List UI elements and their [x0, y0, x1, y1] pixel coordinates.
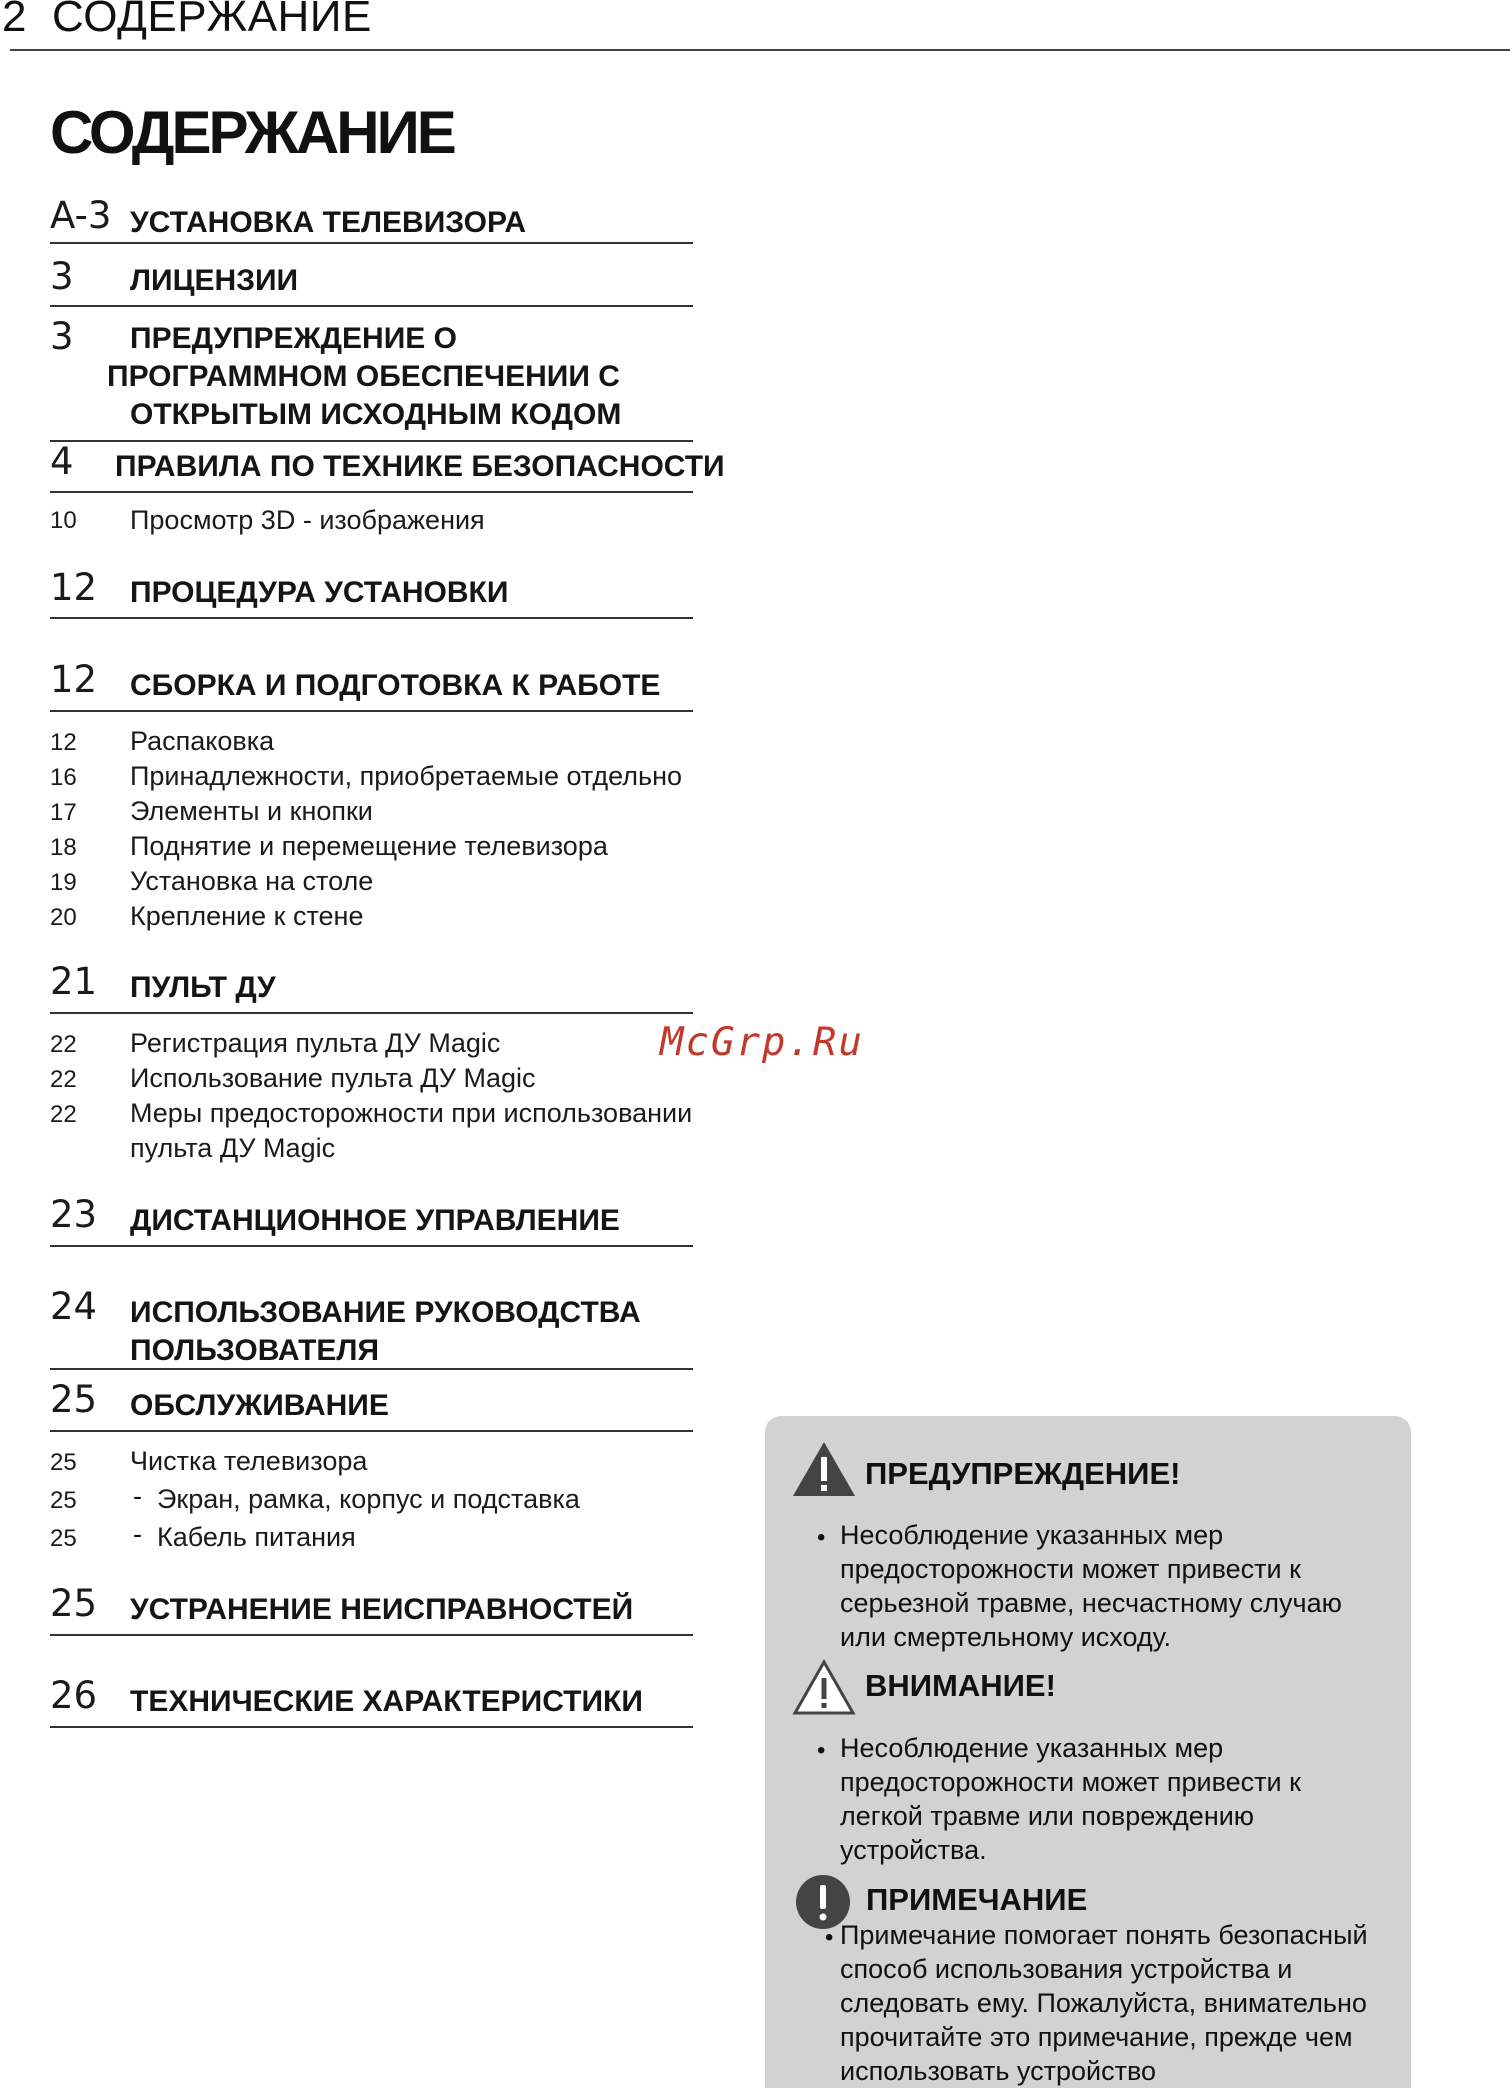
toc-heading[interactable]: ОБСЛУЖИВАНИЕ	[130, 1389, 389, 1422]
text-line: или смертельному исходу.	[840, 1622, 1171, 1652]
toc-divider	[50, 491, 693, 493]
toc-sub-dash: -	[133, 1481, 142, 1511]
toc-heading[interactable]: УСТРАНЕНИЕ НЕИСПРАВНОСТЕЙ	[130, 1593, 634, 1626]
toc-sub-page: 12	[50, 729, 77, 756]
toc-heading-line[interactable]: ПОЛЬЗОВАТЕЛЯ	[130, 1334, 380, 1367]
toc-sub-page: 22	[50, 1101, 77, 1128]
caution-icon	[791, 1658, 857, 1716]
text-line: способ использования устройства и	[840, 1954, 1293, 1984]
toc-sub-page: 25	[50, 1487, 77, 1514]
toc-sub-item[interactable]: Распаковка	[130, 726, 275, 756]
toc-divider	[50, 1726, 693, 1728]
toc-divider	[50, 1430, 693, 1432]
toc-sub-item-continuation[interactable]: пульта ДУ Magic	[130, 1133, 336, 1163]
toc-sub-page: 16	[50, 764, 77, 791]
toc-page-number: 24	[50, 1285, 98, 1328]
text-line: предосторожности может привести к	[840, 1767, 1301, 1797]
toc-sub-item[interactable]: Чистка телевизора	[130, 1446, 368, 1476]
page-title: СОДЕРЖАНИЕ	[50, 99, 454, 166]
toc-sub-page: 10	[50, 507, 77, 534]
toc-page-number: 4	[50, 440, 74, 483]
toc-page-number: A-3	[50, 194, 112, 237]
header-title: СОДЕРЖАНИЕ	[52, 0, 372, 41]
toc-heading-line[interactable]: ОТКРЫТЫМ ИСХОДНЫМ КОДОМ	[130, 398, 622, 431]
toc-heading[interactable]: ПУЛЬТ ДУ	[130, 971, 276, 1004]
toc-sub-item[interactable]: Кабель питания	[157, 1522, 356, 1552]
toc-page-number: 25	[50, 1582, 98, 1625]
bullet: •	[817, 1524, 826, 1551]
text-line: серьезной травме, несчастному случаю	[840, 1588, 1342, 1618]
toc-page-number: 26	[50, 1674, 98, 1717]
toc-page-number: 23	[50, 1193, 98, 1236]
header-divider	[10, 49, 1510, 51]
toc-sub-page: 19	[50, 869, 77, 896]
toc-sub-page: 22	[50, 1031, 77, 1058]
toc-sub-item[interactable]: Принадлежности, приобретаемые отдельно	[130, 761, 683, 791]
toc-sub-item[interactable]: Поднятие и перемещение телевизора	[130, 831, 608, 861]
text-line: легкой травме или повреждению	[840, 1801, 1255, 1831]
toc-sub-item[interactable]: Регистрация пульта ДУ Magic	[130, 1028, 501, 1058]
toc-sub-page: 22	[50, 1066, 77, 1093]
toc-sub-page: 17	[50, 799, 77, 826]
text-line: Несоблюдение указанных мер	[840, 1520, 1224, 1550]
toc-sub-item[interactable]: Установка на столе	[130, 866, 374, 896]
text-line: прочитайте это примечание, прежде чем	[840, 2022, 1353, 2052]
toc-divider	[50, 242, 693, 244]
toc-sub-item[interactable]: Меры предосторожности при использовании	[130, 1098, 693, 1128]
toc-sub-page: 20	[50, 904, 77, 931]
toc-heading[interactable]: УСТАНОВКА ТЕЛЕВИЗОРА	[130, 206, 527, 239]
toc-divider	[50, 1245, 693, 1247]
text-line: устройства.	[840, 1835, 987, 1865]
toc-page-number: 12	[50, 658, 98, 701]
warning-icon	[791, 1440, 857, 1498]
bullet: •	[825, 1924, 834, 1951]
warning-text	[840, 1518, 1420, 1654]
toc-divider	[50, 1368, 693, 1370]
watermark: McGrp.Ru	[660, 1020, 864, 1065]
notice-box	[765, 1416, 1411, 2088]
caution-text	[840, 1731, 1420, 1867]
toc-heading-line[interactable]: ПРЕДУПРЕЖДЕНИЕ О	[130, 322, 457, 355]
warning-title: ПРЕДУПРЕЖДЕНИЕ!	[865, 1456, 1181, 1491]
toc-sub-item[interactable]: Крепление к стене	[130, 901, 364, 931]
toc-divider	[50, 617, 693, 619]
caution-title: ВНИМАНИЕ!	[865, 1668, 1056, 1703]
toc-sub-page: 25	[50, 1525, 77, 1552]
toc-divider	[50, 305, 693, 307]
text-line: Примечание помогает понять безопасный	[840, 1920, 1368, 1950]
text-line: использовать устройство	[840, 2056, 1157, 2086]
toc-page-number: 25	[50, 1378, 98, 1421]
note-text	[840, 1918, 1420, 2088]
toc-page-number: 12	[50, 566, 98, 609]
page-number: 2	[2, 0, 27, 41]
note-title: ПРИМЕЧАНИЕ	[866, 1882, 1088, 1917]
text-line: Несоблюдение указанных мер	[840, 1733, 1224, 1763]
toc-sub-item[interactable]: Использование пульта ДУ Magic	[130, 1063, 536, 1093]
text-line: следовать ему. Пожалуйста, внимательно	[840, 1988, 1367, 2018]
toc-sub-item[interactable]: Просмотр 3D - изображения	[130, 505, 485, 535]
text-line: предосторожности может привести к	[840, 1554, 1301, 1584]
bullet: •	[817, 1737, 826, 1764]
toc-divider	[50, 1634, 693, 1636]
toc-heading[interactable]: ТЕХНИЧЕСКИЕ ХАРАКТЕРИСТИКИ	[130, 1685, 643, 1718]
toc-page-number: 3	[50, 315, 74, 358]
toc-sub-page: 25	[50, 1449, 77, 1476]
toc-heading-line[interactable]: ИСПОЛЬЗОВАНИЕ РУКОВОДСТВА	[130, 1296, 641, 1329]
toc-divider	[50, 1012, 693, 1014]
toc-sub-item[interactable]: Элементы и кнопки	[130, 796, 373, 826]
toc-sub-item[interactable]: Экран, рамка, корпус и подставка	[157, 1484, 580, 1514]
toc-heading[interactable]: ПРОЦЕДУРА УСТАНОВКИ	[130, 576, 509, 609]
toc-divider	[50, 710, 693, 712]
toc-page-number: 21	[50, 960, 98, 1003]
toc-sub-page: 18	[50, 834, 77, 861]
toc-heading[interactable]: СБОРКА И ПОДГОТОВКА К РАБОТЕ	[130, 669, 661, 702]
toc-heading[interactable]: ЛИЦЕНЗИИ	[130, 264, 299, 297]
toc-heading-line[interactable]: ПРОГРАММНОМ ОБЕСПЕЧЕНИИ С	[107, 360, 620, 393]
toc-heading[interactable]: ДИСТАНЦИОННОЕ УПРАВЛЕНИЕ	[130, 1204, 620, 1237]
toc-divider	[50, 440, 693, 442]
toc-page-number: 3	[50, 255, 74, 298]
toc-heading[interactable]: ПРАВИЛА ПО ТЕХНИКЕ БЕЗОПАСНОСТИ	[115, 450, 725, 483]
toc-sub-dash: -	[133, 1519, 142, 1549]
